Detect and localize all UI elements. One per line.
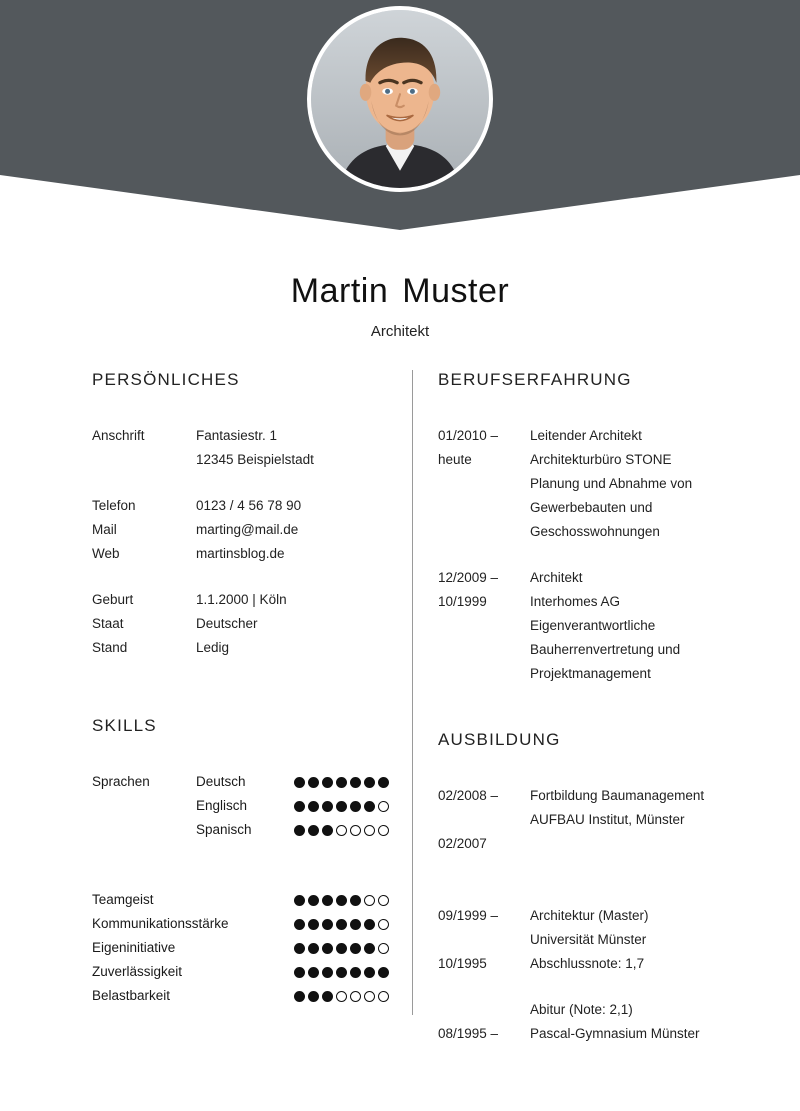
spacer [92,472,392,494]
section-title-skills: SKILLS [92,716,157,735]
row-value: Bauherrenvertretung und [530,642,681,657]
personal-rows [92,424,392,660]
rating-dot-filled [294,801,305,812]
row-value: Gewerbebauten und [530,500,653,515]
rating-dot-filled [350,895,361,906]
section-title-personal: PERSÖNLICHES [92,370,240,389]
rating-dot-filled [378,967,389,978]
row-value: Leitender Architekt [530,428,642,443]
resume-body [0,370,800,1046]
rating-dot-filled [308,919,319,930]
list-item [92,888,392,912]
rating-dot-filled [322,991,333,1002]
rating-dot-filled [294,777,305,788]
row-date: 10/1995 [438,956,487,971]
rating-dot-filled [322,895,333,906]
skill-name: Spanisch [196,822,252,837]
rating-dot-filled [294,919,305,930]
rating-dots [294,801,389,812]
table-row [438,638,712,662]
row-date: 08/1995 – [438,1026,499,1041]
rating-dot-filled [308,777,319,788]
row-value: 12345 Beispielstadt [196,452,314,467]
list-item [92,770,392,794]
rating-dot-empty [378,895,389,906]
rating-dot-filled [364,919,375,930]
given-name: Martin [290,272,389,310]
rating-dot-filled [294,991,305,1002]
skill-name: Belastbarkeit [92,988,171,1003]
row-date: 10/1999 [438,594,487,609]
rating-dot-filled [294,967,305,978]
table-row [438,496,712,520]
rating-dot-filled [364,801,375,812]
table-row [92,542,392,566]
rating-dot-filled [350,943,361,954]
soft-skills-block [92,888,392,1008]
education-rows [438,784,712,1046]
row-date: 02/2008 – [438,788,499,803]
rating-dot-filled [336,919,347,930]
row-value: Architekt [530,570,583,585]
rating-dots [294,825,389,836]
rating-dot-filled [322,967,333,978]
table-row [438,928,712,952]
rating-dot-filled [322,777,333,788]
table-row [438,784,712,808]
list-item [92,818,392,842]
list-item [92,960,392,984]
rating-dot-filled [378,777,389,788]
rating-dot-filled [336,943,347,954]
rating-dots [294,991,389,1002]
rating-dot-empty [364,895,375,906]
rating-dot-filled [350,777,361,788]
rating-dot-filled [308,895,319,906]
skill-name: Zuverlässigkeit [92,964,183,979]
spacer [438,976,712,998]
rating-dot-filled [308,991,319,1002]
table-row [92,448,392,472]
skill-name: Englisch [196,798,248,813]
section-skills [92,716,392,1008]
rating-dot-filled [294,943,305,954]
row-value: Abschlussnote: 1,7 [530,956,645,971]
row-value: Fantasiestr. 1 [196,428,278,443]
spacer [438,856,712,904]
table-row [438,904,712,928]
row-label: Telefon [92,498,136,513]
row-value: Geschosswohnungen [530,524,660,539]
rating-dot-filled [322,943,333,954]
rating-dot-empty [350,991,361,1002]
row-date: heute [438,452,472,467]
rating-dot-filled [336,777,347,788]
spacer [438,544,712,566]
table-row [438,614,712,638]
rating-dots [294,777,389,788]
family-name: Muster [402,272,510,310]
row-label: Staat [92,616,124,631]
rating-dot-filled [308,825,319,836]
row-value: Planung und Abnahme von [530,476,693,491]
rating-dot-empty [378,801,389,812]
row-value: Interhomes AG [530,594,621,609]
row-value: Deutscher [196,616,258,631]
page-title [0,272,800,311]
rating-dot-filled [350,967,361,978]
row-value: Fortbildung Baumanagement [530,788,705,803]
rating-dot-filled [322,919,333,930]
rating-dots [294,919,389,930]
rating-dot-filled [294,895,305,906]
section-education [438,730,712,1046]
row-value: 1.1.2000 | Köln [196,592,287,607]
rating-dots [294,943,389,954]
rating-dot-empty [378,825,389,836]
section-title-education: AUSBILDUNG [438,730,561,749]
row-label: Geburt [92,592,134,607]
rating-dot-filled [350,801,361,812]
skill-name: Deutsch [196,774,246,789]
job-title: Architekt [370,323,430,340]
row-date: 09/1999 – [438,908,499,923]
table-row [92,424,392,448]
rating-dot-filled [364,943,375,954]
right-column [412,370,712,1046]
rating-dot-filled [364,967,375,978]
name-block [0,272,800,340]
row-value: AUFBAU Institut, Münster [530,812,685,827]
table-row [438,832,712,856]
table-row [438,448,712,472]
table-row [92,588,392,612]
rating-dot-filled [336,967,347,978]
row-value: Ledig [196,640,230,655]
rating-dot-filled [308,801,319,812]
row-date: 12/2009 – [438,570,499,585]
list-item [92,912,392,936]
table-row [438,566,712,590]
rating-dot-empty [378,919,389,930]
table-row [438,808,712,832]
row-value: martinsblog.de [196,546,285,561]
row-value: Projektmanagement [530,666,651,681]
rating-dot-empty [378,943,389,954]
rating-dot-filled [308,967,319,978]
rating-dots [294,895,389,906]
rating-dot-empty [364,825,375,836]
row-label: Stand [92,640,128,655]
row-label: Web [92,546,120,561]
row-value: Eigenverantwortliche [530,618,656,633]
rating-dot-empty [336,825,347,836]
experience-rows [438,424,712,686]
avatar [307,6,493,192]
languages-label: Sprachen [92,774,150,789]
rating-dot-empty [378,991,389,1002]
portrait-photo-icon [311,10,489,188]
skill-name: Kommunikationsstärke [92,916,229,931]
section-personal [92,370,392,660]
table-row [438,520,712,544]
table-row [438,662,712,686]
spacer [92,566,392,588]
row-label: Anschrift [92,428,145,443]
table-row [92,612,392,636]
table-row [92,518,392,542]
skill-name: Eigeninitiative [92,940,176,955]
left-column [92,370,412,1046]
row-date: 01/2010 – [438,428,499,443]
row-value: Pascal-Gymnasium Münster [530,1026,700,1041]
row-date: 02/2007 [438,836,487,851]
row-label: Mail [92,522,117,537]
table-row [438,1022,712,1046]
rating-dot-filled [364,777,375,788]
list-item [92,936,392,960]
table-row [438,424,712,448]
spacer [92,842,392,888]
languages-block [92,770,392,842]
rating-dot-empty [364,991,375,1002]
section-title-experience: BERUFSERFAHRUNG [438,370,632,389]
rating-dot-empty [336,991,347,1002]
rating-dot-filled [294,825,305,836]
list-item [92,984,392,1008]
column-divider [412,370,413,1015]
row-value: 0123 / 4 56 78 90 [196,498,302,513]
rating-dot-filled [322,825,333,836]
table-row [438,998,712,1022]
row-value: Universität Münster [530,932,647,947]
header-band [0,0,800,230]
rating-dot-filled [336,801,347,812]
table-row [92,494,392,518]
table-row [438,590,712,614]
rating-dot-filled [308,943,319,954]
table-row [438,952,712,976]
row-value: Architektur (Master) [530,908,649,923]
rating-dots [294,967,389,978]
skill-name: Teamgeist [92,892,154,907]
section-experience [438,370,712,686]
rating-dot-filled [336,895,347,906]
list-item [92,794,392,818]
rating-dot-empty [350,825,361,836]
row-value: marting@mail.de [196,522,299,537]
row-value: Abitur (Note: 2,1) [530,1002,633,1017]
row-value: Architekturbüro STONE [530,452,672,467]
rating-dot-filled [322,801,333,812]
table-row [438,472,712,496]
table-row [92,636,392,660]
rating-dot-filled [350,919,361,930]
